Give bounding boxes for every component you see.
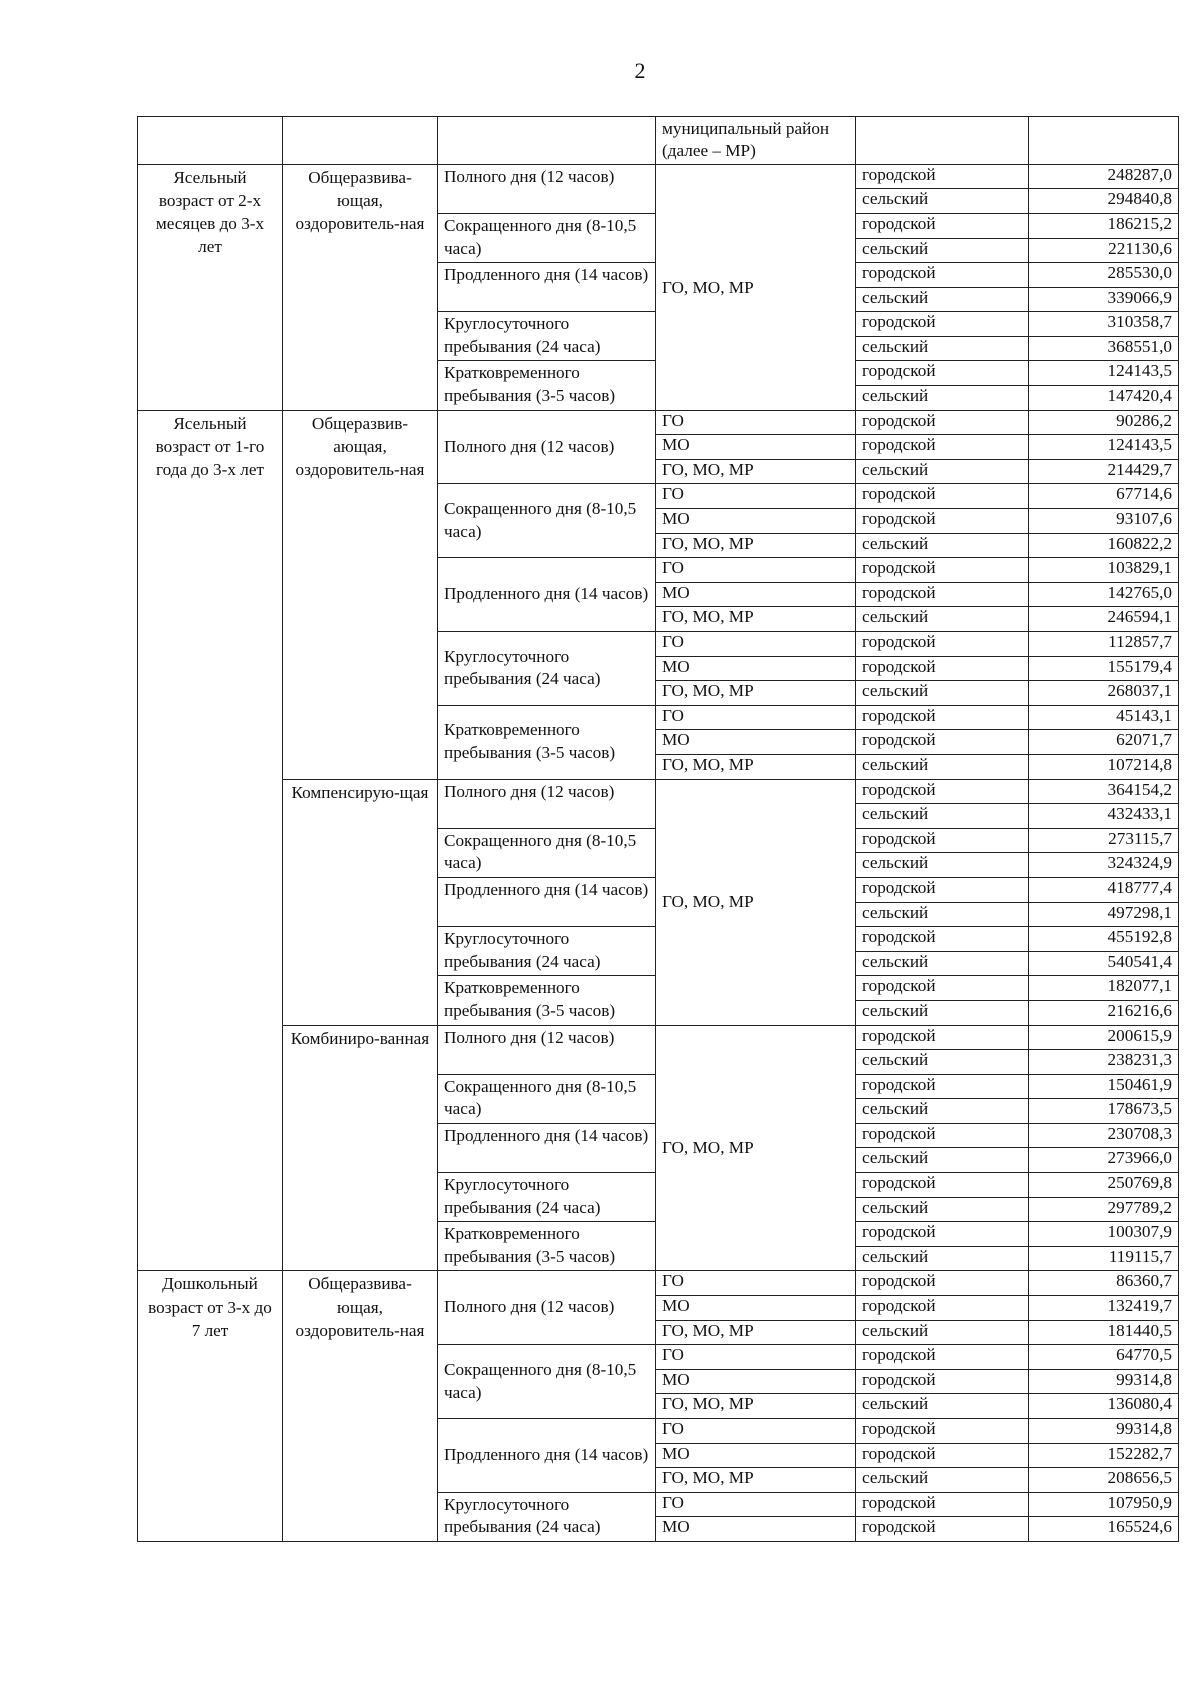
age-cell: Дошкольный возраст от 3-х до 7 лет xyxy=(138,1271,283,1542)
mode-cell: Продленного дня (14 часов) xyxy=(438,263,656,312)
age-cell: Ясельный возраст от 1-го года до 3-х лет xyxy=(138,410,283,1271)
municipality-cell: МО xyxy=(656,656,856,681)
value-cell: 339066,9 xyxy=(1029,287,1179,312)
mode-cell: Сокращенного дня (8-10,5 часа) xyxy=(438,828,656,877)
territory-cell: сельский xyxy=(856,533,1029,558)
table-row xyxy=(138,779,1179,804)
municipality-cell: МО xyxy=(656,582,856,607)
mode-cell: Сокращенного дня (8-10,5 часа) xyxy=(438,213,656,262)
municipality-cell: ГО xyxy=(656,410,856,435)
value-cell: 432433,1 xyxy=(1029,804,1179,829)
territory-cell: городской xyxy=(856,927,1029,952)
territory-cell: городской xyxy=(856,1345,1029,1370)
value-cell: 540541,4 xyxy=(1029,951,1179,976)
municipality-cell: ГО, МО, МР xyxy=(656,1320,856,1345)
municipality-cell: ГО, МО, МР xyxy=(656,1468,856,1493)
value-cell: 200615,9 xyxy=(1029,1025,1179,1050)
table-row xyxy=(138,164,1179,189)
territory-cell: городской xyxy=(856,1025,1029,1050)
municipality-cell: ГО xyxy=(656,1345,856,1370)
territory-cell: сельский xyxy=(856,1320,1029,1345)
municipality-cell: ГО, МО, МР xyxy=(656,533,856,558)
value-cell: 208656,5 xyxy=(1029,1468,1179,1493)
territory-cell: сельский xyxy=(856,1394,1029,1419)
territory-cell: городской xyxy=(856,828,1029,853)
territory-cell: городской xyxy=(856,1296,1029,1321)
value-cell: 107214,8 xyxy=(1029,754,1179,779)
value-cell: 368551,0 xyxy=(1029,336,1179,361)
municipality-cell: МО xyxy=(656,509,856,534)
territory-cell: сельский xyxy=(856,386,1029,411)
value-cell: 99314,8 xyxy=(1029,1419,1179,1444)
value-cell: 497298,1 xyxy=(1029,902,1179,927)
territory-cell: сельский xyxy=(856,238,1029,263)
municipality-cell: ГО xyxy=(656,1271,856,1296)
value-cell: 150461,9 xyxy=(1029,1074,1179,1099)
orientation-cell: Комбиниро-ванная xyxy=(283,1025,438,1271)
value-cell: 67714,6 xyxy=(1029,484,1179,509)
value-cell: 246594,1 xyxy=(1029,607,1179,632)
mode-cell: Кратковременного пребывания (3-5 часов) xyxy=(438,361,656,410)
value-cell: 45143,1 xyxy=(1029,705,1179,730)
territory-cell: городской xyxy=(856,1492,1029,1517)
empty-header-cell xyxy=(283,117,438,165)
territory-cell: сельский xyxy=(856,1050,1029,1075)
municipality-cell: ГО xyxy=(656,1419,856,1444)
orientation-cell: Общеразвива-ющая, оздоровитель-ная xyxy=(283,1271,438,1542)
territory-cell: городской xyxy=(856,1271,1029,1296)
mode-cell: Круглосуточного пребывания (24 часа) xyxy=(438,632,656,706)
territory-cell: городской xyxy=(856,976,1029,1001)
value-cell: 310358,7 xyxy=(1029,312,1179,337)
value-cell: 90286,2 xyxy=(1029,410,1179,435)
municipality-cell: ГО xyxy=(656,484,856,509)
value-cell: 119115,7 xyxy=(1029,1246,1179,1271)
value-cell: 294840,8 xyxy=(1029,189,1179,214)
municipality-cell: ГО, МО, МР xyxy=(656,459,856,484)
territory-cell: городской xyxy=(856,1419,1029,1444)
municipality-header-cell: муниципальный район (далее – МР) xyxy=(656,117,856,165)
territory-cell: сельский xyxy=(856,459,1029,484)
value-cell: 160822,2 xyxy=(1029,533,1179,558)
orientation-cell: Компенсирую-щая xyxy=(283,779,438,1025)
municipality-cell: ГО, МО, МР xyxy=(656,1025,856,1271)
territory-cell: сельский xyxy=(856,1099,1029,1124)
territory-cell: городской xyxy=(856,632,1029,657)
value-cell: 186215,2 xyxy=(1029,213,1179,238)
empty-header-cell xyxy=(1029,117,1179,165)
value-cell: 418777,4 xyxy=(1029,877,1179,902)
municipality-cell: МО xyxy=(656,730,856,755)
table-header-row xyxy=(138,117,1179,165)
territory-cell: городской xyxy=(856,656,1029,681)
value-cell: 455192,8 xyxy=(1029,927,1179,952)
value-cell: 136080,4 xyxy=(1029,1394,1179,1419)
mode-cell: Продленного дня (14 часов) xyxy=(438,558,656,632)
value-cell: 99314,8 xyxy=(1029,1369,1179,1394)
empty-header-cell xyxy=(138,117,283,165)
orientation-cell: Общеразвива-ющая, оздоровитель-ная xyxy=(283,164,438,410)
municipality-cell: ГО, МО, МР xyxy=(656,754,856,779)
value-cell: 155179,4 xyxy=(1029,656,1179,681)
municipality-cell: ГО, МО, МР xyxy=(656,681,856,706)
empty-header-cell xyxy=(438,117,656,165)
territory-cell: городской xyxy=(856,1443,1029,1468)
municipality-cell: ГО, МО, МР xyxy=(656,1394,856,1419)
value-cell: 93107,6 xyxy=(1029,509,1179,534)
value-cell: 297789,2 xyxy=(1029,1197,1179,1222)
mode-cell: Полного дня (12 часов) xyxy=(438,1271,656,1345)
territory-cell: сельский xyxy=(856,1246,1029,1271)
page-number: 2 xyxy=(634,58,646,83)
value-cell: 124143,5 xyxy=(1029,361,1179,386)
value-cell: 230708,3 xyxy=(1029,1123,1179,1148)
territory-cell: городской xyxy=(856,1517,1029,1542)
territory-cell: сельский xyxy=(856,754,1029,779)
empty-header-cell xyxy=(856,117,1029,165)
territory-cell: городской xyxy=(856,263,1029,288)
territory-cell: городской xyxy=(856,1369,1029,1394)
territory-cell: городской xyxy=(856,1123,1029,1148)
age-cell: Ясельный возраст от 2-х месяцев до 3-х лет xyxy=(138,164,283,410)
territory-cell: городской xyxy=(856,730,1029,755)
municipality-cell: ГО, МО, МР xyxy=(656,164,856,410)
mode-cell: Полного дня (12 часов) xyxy=(438,410,656,484)
value-cell: 107950,9 xyxy=(1029,1492,1179,1517)
value-cell: 152282,7 xyxy=(1029,1443,1179,1468)
value-cell: 221130,6 xyxy=(1029,238,1179,263)
value-cell: 62071,7 xyxy=(1029,730,1179,755)
value-cell: 147420,4 xyxy=(1029,386,1179,411)
mode-cell: Круглосуточного пребывания (24 часа) xyxy=(438,1173,656,1222)
table-row xyxy=(138,1025,1179,1050)
tariff-table xyxy=(137,116,1179,1542)
municipality-cell: ГО, МО, МР xyxy=(656,607,856,632)
table-row xyxy=(138,1271,1179,1296)
orientation-cell: Общеразвив-ающая, оздоровитель-ная xyxy=(283,410,438,779)
territory-cell: городской xyxy=(856,213,1029,238)
territory-cell: сельский xyxy=(856,1468,1029,1493)
value-cell: 124143,5 xyxy=(1029,435,1179,460)
value-cell: 165524,6 xyxy=(1029,1517,1179,1542)
territory-cell: сельский xyxy=(856,607,1029,632)
mode-cell: Кратковременного пребывания (3-5 часов) xyxy=(438,705,656,779)
mode-cell: Сокращенного дня (8-10,5 часа) xyxy=(438,1074,656,1123)
municipality-cell: ГО xyxy=(656,705,856,730)
territory-cell: городской xyxy=(856,509,1029,534)
municipality-cell: МО xyxy=(656,1517,856,1542)
territory-cell: сельский xyxy=(856,902,1029,927)
value-cell: 273115,7 xyxy=(1029,828,1179,853)
value-cell: 364154,2 xyxy=(1029,779,1179,804)
municipality-cell: ГО xyxy=(656,1492,856,1517)
municipality-cell: ГО, МО, МР xyxy=(656,779,856,1025)
territory-cell: сельский xyxy=(856,287,1029,312)
mode-cell: Кратковременного пребывания (3-5 часов) xyxy=(438,1222,656,1271)
value-cell: 248287,0 xyxy=(1029,164,1179,189)
value-cell: 216216,6 xyxy=(1029,1000,1179,1025)
territory-cell: сельский xyxy=(856,189,1029,214)
territory-cell: сельский xyxy=(856,336,1029,361)
municipality-cell: ГО xyxy=(656,632,856,657)
territory-cell: сельский xyxy=(856,1197,1029,1222)
territory-cell: сельский xyxy=(856,1148,1029,1173)
value-cell: 112857,7 xyxy=(1029,632,1179,657)
value-cell: 250769,8 xyxy=(1029,1173,1179,1198)
value-cell: 181440,5 xyxy=(1029,1320,1179,1345)
territory-cell: городской xyxy=(856,1222,1029,1247)
territory-cell: городской xyxy=(856,582,1029,607)
mode-cell: Полного дня (12 часов) xyxy=(438,1025,656,1074)
value-cell: 273966,0 xyxy=(1029,1148,1179,1173)
municipality-cell: МО xyxy=(656,1296,856,1321)
value-cell: 64770,5 xyxy=(1029,1345,1179,1370)
territory-cell: городской xyxy=(856,779,1029,804)
value-cell: 214429,7 xyxy=(1029,459,1179,484)
mode-cell: Продленного дня (14 часов) xyxy=(438,1419,656,1493)
territory-cell: городской xyxy=(856,435,1029,460)
value-cell: 268037,1 xyxy=(1029,681,1179,706)
territory-cell: сельский xyxy=(856,804,1029,829)
value-cell: 285530,0 xyxy=(1029,263,1179,288)
value-cell: 103829,1 xyxy=(1029,558,1179,583)
value-cell: 324324,9 xyxy=(1029,853,1179,878)
mode-cell: Продленного дня (14 часов) xyxy=(438,1123,656,1172)
territory-cell: сельский xyxy=(856,853,1029,878)
territory-cell: сельский xyxy=(856,951,1029,976)
territory-cell: городской xyxy=(856,558,1029,583)
territory-cell: городской xyxy=(856,877,1029,902)
value-cell: 142765,0 xyxy=(1029,582,1179,607)
value-cell: 238231,3 xyxy=(1029,1050,1179,1075)
municipality-cell: МО xyxy=(656,1443,856,1468)
mode-cell: Сокращенного дня (8-10,5 часа) xyxy=(438,1345,656,1419)
mode-cell: Сокращенного дня (8-10,5 часа) xyxy=(438,484,656,558)
territory-cell: городской xyxy=(856,1074,1029,1099)
mode-cell: Круглосуточного пребывания (24 часа) xyxy=(438,1492,656,1541)
municipality-cell: ГО xyxy=(656,558,856,583)
mode-cell: Полного дня (12 часов) xyxy=(438,164,656,213)
territory-cell: городской xyxy=(856,164,1029,189)
table-row xyxy=(138,410,1179,435)
value-cell: 86360,7 xyxy=(1029,1271,1179,1296)
value-cell: 100307,9 xyxy=(1029,1222,1179,1247)
territory-cell: городской xyxy=(856,361,1029,386)
value-cell: 132419,7 xyxy=(1029,1296,1179,1321)
municipality-cell: МО xyxy=(656,435,856,460)
value-cell: 182077,1 xyxy=(1029,976,1179,1001)
mode-cell: Круглосуточного пребывания (24 часа) xyxy=(438,927,656,976)
territory-cell: городской xyxy=(856,705,1029,730)
municipality-cell: МО xyxy=(656,1369,856,1394)
mode-cell: Кратковременного пребывания (3-5 часов) xyxy=(438,976,656,1025)
territory-cell: городской xyxy=(856,1173,1029,1198)
mode-cell: Полного дня (12 часов) xyxy=(438,779,656,828)
territory-cell: городской xyxy=(856,410,1029,435)
value-cell: 178673,5 xyxy=(1029,1099,1179,1124)
territory-cell: городской xyxy=(856,312,1029,337)
territory-cell: сельский xyxy=(856,1000,1029,1025)
territory-cell: сельский xyxy=(856,681,1029,706)
territory-cell: городской xyxy=(856,484,1029,509)
mode-cell: Круглосуточного пребывания (24 часа) xyxy=(438,312,656,361)
mode-cell: Продленного дня (14 часов) xyxy=(438,877,656,926)
